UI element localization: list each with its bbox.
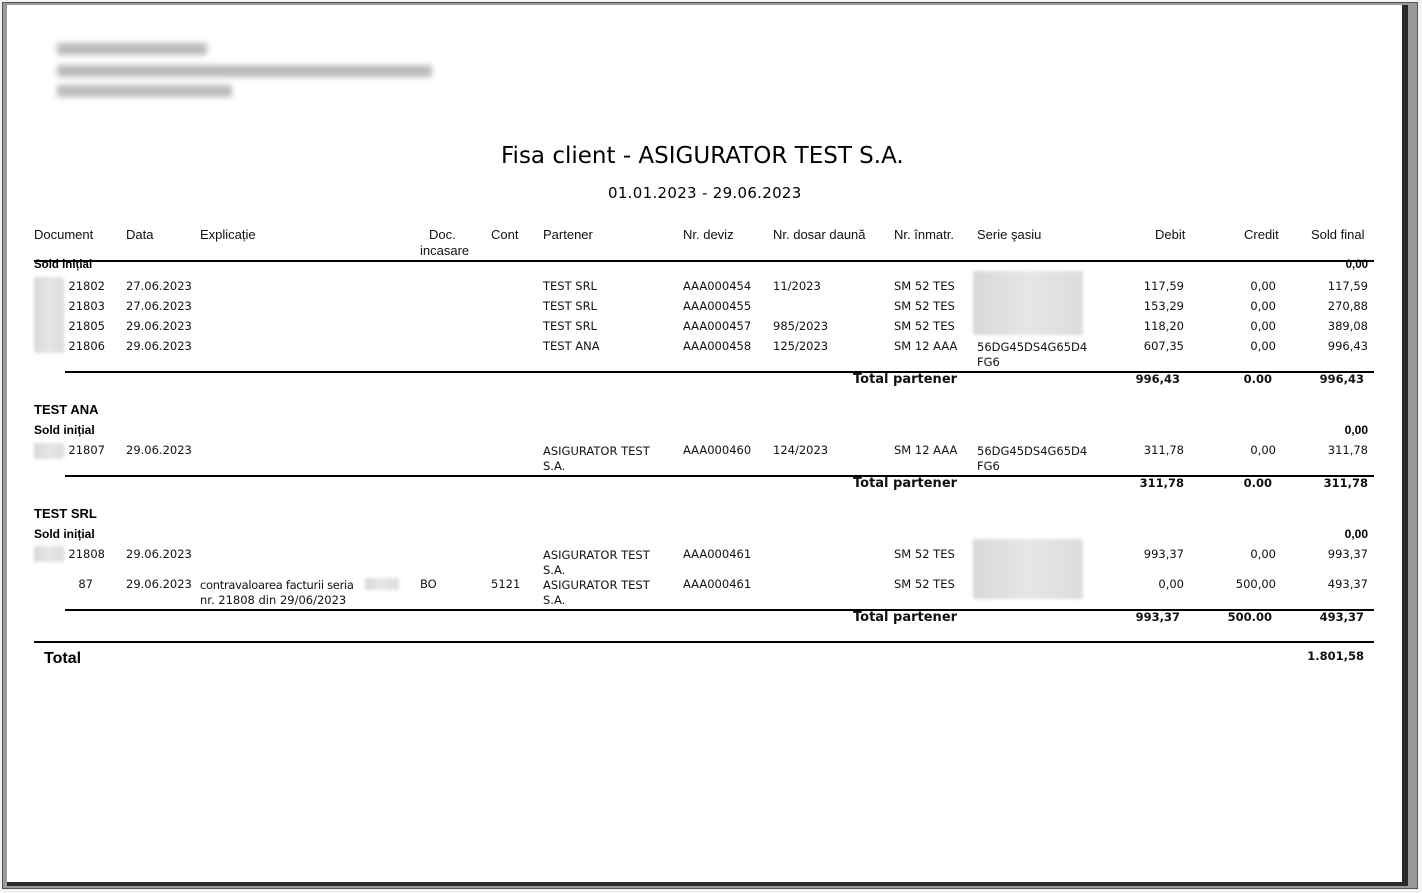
row-credit: 0,00 [1250, 299, 1276, 313]
row-inmatr: SM 52 TES [894, 319, 955, 333]
total-partener-credit: 0.00 [1243, 372, 1272, 386]
row-doc: 21803 [68, 299, 105, 313]
total-partener-debit: 996,43 [1135, 372, 1180, 386]
group-name: TEST ANA [34, 402, 99, 417]
row-sasiu: 56DG45DS4G65D4 [977, 444, 1088, 458]
row-sold: 389,08 [1327, 319, 1368, 333]
row-partener-2: S.A. [543, 593, 566, 607]
row-inmatr: SM 52 TES [894, 279, 955, 293]
col-data: Data [126, 227, 154, 242]
total-partener-sold: 996,43 [1319, 372, 1364, 386]
col-serie-sasiu: Serie şasiu [977, 227, 1042, 242]
row-partener: TEST SRL [543, 299, 597, 313]
row-partener-2: S.A. [543, 563, 566, 577]
col-doc-incasare-2: incasare [420, 243, 470, 258]
row-data: 29.06.2023 [126, 319, 192, 333]
row-doc: 21805 [68, 319, 105, 333]
total-partener-label: Total partener [853, 372, 958, 387]
row-sasiu-2: FG6 [977, 355, 1000, 369]
col-nr-deviz: Nr. deviz [683, 227, 734, 242]
report-page [7, 5, 1408, 886]
row-partener-2: S.A. [543, 459, 566, 473]
row-partener: TEST ANA [543, 339, 600, 353]
row-dosar: 124/2023 [773, 443, 829, 457]
row-sold: 117,59 [1327, 279, 1368, 293]
total-partener-debit: 993,37 [1135, 610, 1180, 624]
row-data: 29.06.2023 [126, 443, 192, 457]
col-doc-incasare: Doc. [429, 227, 456, 242]
row-debit: 311,78 [1143, 443, 1184, 457]
report-title: Fisa client - ASIGURATOR TEST S.A. [501, 143, 904, 169]
row-partener: ASIGURATOR TEST [543, 548, 650, 562]
row-dosar: 11/2023 [773, 279, 821, 293]
row-deviz: AAA000457 [683, 319, 752, 333]
row-debit: 993,37 [1143, 547, 1184, 561]
sold-initial-value: 0,00 [1345, 259, 1368, 271]
row-inmatr: SM 12 AAA [894, 443, 958, 457]
row-data: 29.06.2023 [126, 339, 192, 353]
col-document: Document [34, 227, 94, 242]
col-debit: Debit [1155, 227, 1186, 242]
total-partener-debit: 311,78 [1139, 476, 1184, 490]
grand-total-label: Total [44, 650, 82, 667]
row-deviz: AAA000455 [683, 299, 752, 313]
col-explicatie: Explicație [200, 227, 256, 242]
grand-total-rule [34, 641, 1374, 643]
report-period: 01.01.2023 - 29.06.2023 [608, 184, 802, 202]
row-doc: 21802 [68, 279, 105, 293]
row-sold: 270,88 [1327, 299, 1368, 313]
row-credit: 0,00 [1250, 279, 1276, 293]
total-partener-sold: 311,78 [1323, 476, 1368, 490]
row-partener: ASIGURATOR TEST [543, 444, 650, 458]
row-debit: 117,59 [1143, 279, 1184, 293]
col-cont: Cont [491, 227, 519, 242]
row-partener: ASIGURATOR TEST [543, 578, 650, 592]
row-doc: 21806 [68, 339, 105, 353]
total-partener-label: Total partener [853, 476, 958, 491]
row-sasiu-2: FG6 [977, 459, 1000, 473]
row-deviz: AAA000461 [683, 547, 752, 561]
row-sasiu: 56DG45DS4G65D4 [977, 340, 1088, 354]
col-sold-final: Sold final [1311, 227, 1365, 242]
row-dosar: 125/2023 [773, 339, 829, 353]
row-deviz: AAA000454 [683, 279, 752, 293]
row-doc: 87 [78, 577, 93, 591]
row-data: 27.06.2023 [126, 299, 192, 313]
row-doc: 21808 [68, 547, 105, 561]
row-credit: 0,00 [1250, 319, 1276, 333]
row-credit: 0,00 [1250, 339, 1276, 353]
sold-initial-value: 0,00 [1344, 423, 1368, 437]
row-doc: 21807 [68, 443, 105, 457]
row-inmatr: SM 52 TES [894, 577, 955, 591]
sold-initial-label: Sold inițial [34, 259, 93, 271]
total-partener-label: Total partener [853, 610, 958, 625]
row-debit: 0,00 [1158, 577, 1184, 591]
row-credit: 0,00 [1250, 547, 1276, 561]
row-sold: 311,78 [1327, 443, 1368, 457]
row-debit: 118,20 [1143, 319, 1184, 333]
row-doc-incasare: BO [420, 577, 437, 591]
total-partener-credit: 0.00 [1243, 476, 1272, 490]
col-partener: Partener [543, 227, 593, 242]
row-deviz: AAA000460 [683, 443, 752, 457]
row-data: 27.06.2023 [126, 279, 192, 293]
sold-initial-label: Sold inițial [34, 423, 95, 437]
row-debit: 153,29 [1143, 299, 1184, 313]
sold-initial-value: 0,00 [1344, 527, 1368, 541]
grand-total-value: 1.801,58 [1307, 649, 1364, 663]
header-rule [34, 260, 1374, 262]
row-inmatr: SM 52 TES [894, 547, 955, 561]
row-cont: 5121 [491, 577, 521, 591]
group-name: TEST SRL [34, 506, 97, 521]
row-credit: 0,00 [1250, 443, 1276, 457]
row-credit: 500,00 [1235, 577, 1276, 591]
row-partener: TEST SRL [543, 319, 597, 333]
sold-initial-label: Sold inițial [34, 527, 95, 541]
col-credit: Credit [1244, 227, 1279, 242]
row-sold: 493,37 [1327, 577, 1368, 591]
col-nr-dosar: Nr. dosar daună [773, 227, 866, 242]
row-inmatr: SM 52 TES [894, 299, 955, 313]
row-inmatr: SM 12 AAA [894, 339, 958, 353]
total-partener-credit: 500.00 [1227, 610, 1272, 624]
row-deviz: AAA000461 [683, 577, 752, 591]
col-nr-inmatr: Nr. înmatr. [894, 227, 954, 242]
company-info-redacted [45, 35, 440, 115]
row-partener: TEST SRL [543, 279, 597, 293]
row-sold: 996,43 [1327, 339, 1368, 353]
row-explicatie: contravaloarea facturii seria [200, 578, 354, 592]
row-debit: 607,35 [1143, 339, 1184, 353]
row-data: 29.06.2023 [126, 547, 192, 561]
row-deviz: AAA000458 [683, 339, 752, 353]
total-partener-sold: 493,37 [1319, 610, 1364, 624]
row-dosar: 985/2023 [773, 319, 829, 333]
row-explicatie-2: nr. 21808 din 29/06/2023 [200, 593, 347, 607]
row-sold: 993,37 [1327, 547, 1368, 561]
row-data: 29.06.2023 [126, 577, 192, 591]
